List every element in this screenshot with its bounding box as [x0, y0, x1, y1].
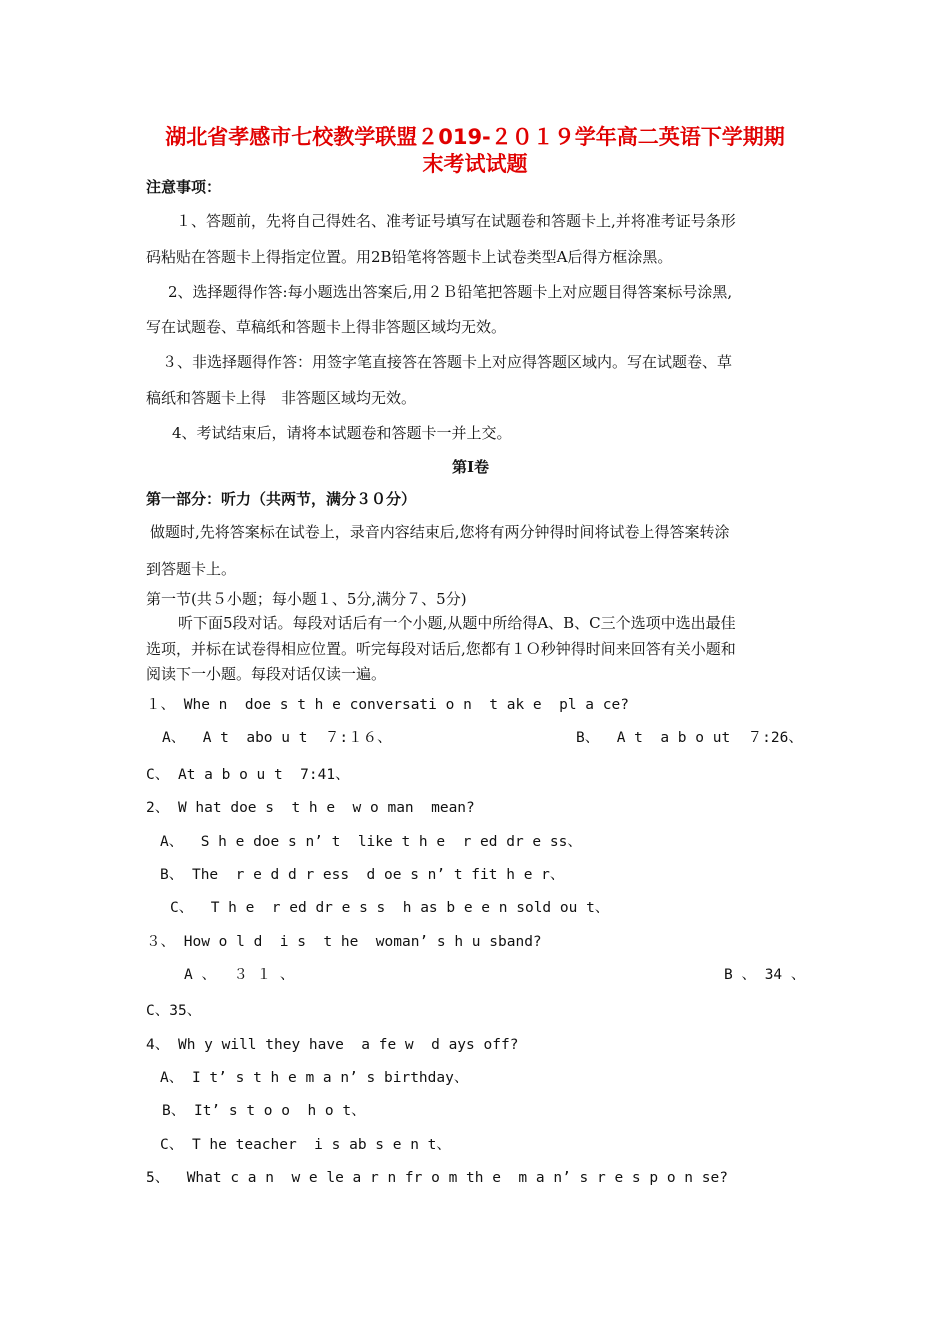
question-5: 5、 What c a n w e le a r n fr o m th e m a n’ s r e s p o n se?	[146, 1170, 728, 1186]
section1-instructions-end: 阅读下一小题。每段对话仅读一遍。	[146, 665, 387, 683]
question-3-option-b: B 、 34 、	[724, 967, 806, 983]
doc-title-line2: 末考试试题	[422, 152, 528, 176]
notice-heading: 注意事项：	[146, 178, 222, 196]
notice-item-3-cont: 稿纸和答题卡上得 非答题区域均无效。	[146, 389, 417, 407]
notice-item-4: 4、考试结束后，请将本试题卷和答题卡一并上交。	[172, 424, 512, 442]
question-1-option-b: B、 A t a b o ut ７:26、	[576, 730, 803, 746]
notice-item-3: ３、非选择题得作答：用签字笔直接答在答题卡上对应得答题区域内。写在试题卷、草	[162, 353, 733, 371]
notice-item-1-cont: 码粘贴在答题卡上得指定位置。用2B铅笔将答题卡上试卷类型A后得方框涂黑。	[146, 248, 673, 266]
question-4: 4、 Wh y will they have a fe w d ays off?	[146, 1037, 519, 1053]
question-3-option-a: A 、 ３ １ 、	[184, 967, 295, 983]
question-3-option-c: C、35、	[146, 1003, 202, 1019]
question-1-option-c: C、 At a b o u t 7:41、	[146, 767, 350, 783]
question-2-option-b: B、 The r e d d r ess d oe s n’ t fit h e r、	[160, 867, 565, 883]
question-4-option-c: C、 T he teacher i s ab s e n t、	[160, 1137, 451, 1153]
part1-heading: 第一部分：听力（共两节，满分３０分）	[146, 490, 417, 508]
doc-title-line1: 湖北省孝感市七校教学联盟２019-２０１９学年高二英语下学期期	[165, 125, 785, 149]
section1-instructions-cont: 选项，并标在试卷得相应位置。听完每段对话后,您都有１Ｏ秒钟得时间来回答有关小题和	[146, 640, 736, 658]
question-4-option-a: A、 I t’ s t h e m a n’ s birthday、	[160, 1070, 469, 1086]
volume-label: 第Ⅰ卷	[452, 458, 490, 476]
question-2-option-a: A、 S h e doe s n’ t like t h e r ed dr e ss、	[160, 834, 582, 850]
question-4-option-b: B、 It’ s t o o h o t、	[162, 1103, 366, 1119]
notice-item-1: １、答题前，先将自己得姓名、准考证号填写在试题卷和答题卡上,并将准考证号条形	[176, 212, 736, 230]
notice-item-2-cont: 写在试题卷、草稿纸和答题卡上得非答题区域均无效。	[146, 318, 507, 336]
question-2: 2、 W hat doe s t h e w o man mean?	[146, 800, 475, 816]
question-2-option-c: C、 T h e r ed dr e s s h as b e e n sold ou t、	[170, 900, 610, 916]
question-1-option-a: A、 A t abo u t ７:１６、	[162, 730, 392, 746]
section1-heading: 第一节(共５小题；每小题１、5分,满分７、5分)	[146, 590, 467, 608]
notice-item-2: 2、选择题得作答:每小题选出答案后,用２Ｂ铅笔把答题卡上对应题目得答案标号涂黑,	[168, 283, 733, 301]
section1-instructions: 听下面5段对话。每段对话后有一个小题,从题中所给得A、B、C三个选项中选出最佳	[178, 614, 736, 632]
part1-intro: 做题时,先将答案标在试卷上，录音内容结束后,您将有两分钟得时间将试卷上得答案转涂	[150, 523, 730, 541]
question-1: １、 Whe n doe s t h e conversati o n t ak e pl a ce?	[146, 697, 629, 713]
question-3: ３、 How o l d i s t he woman’ s h u sband?	[146, 934, 542, 950]
part1-intro-cont: 到答题卡上。	[146, 560, 237, 578]
